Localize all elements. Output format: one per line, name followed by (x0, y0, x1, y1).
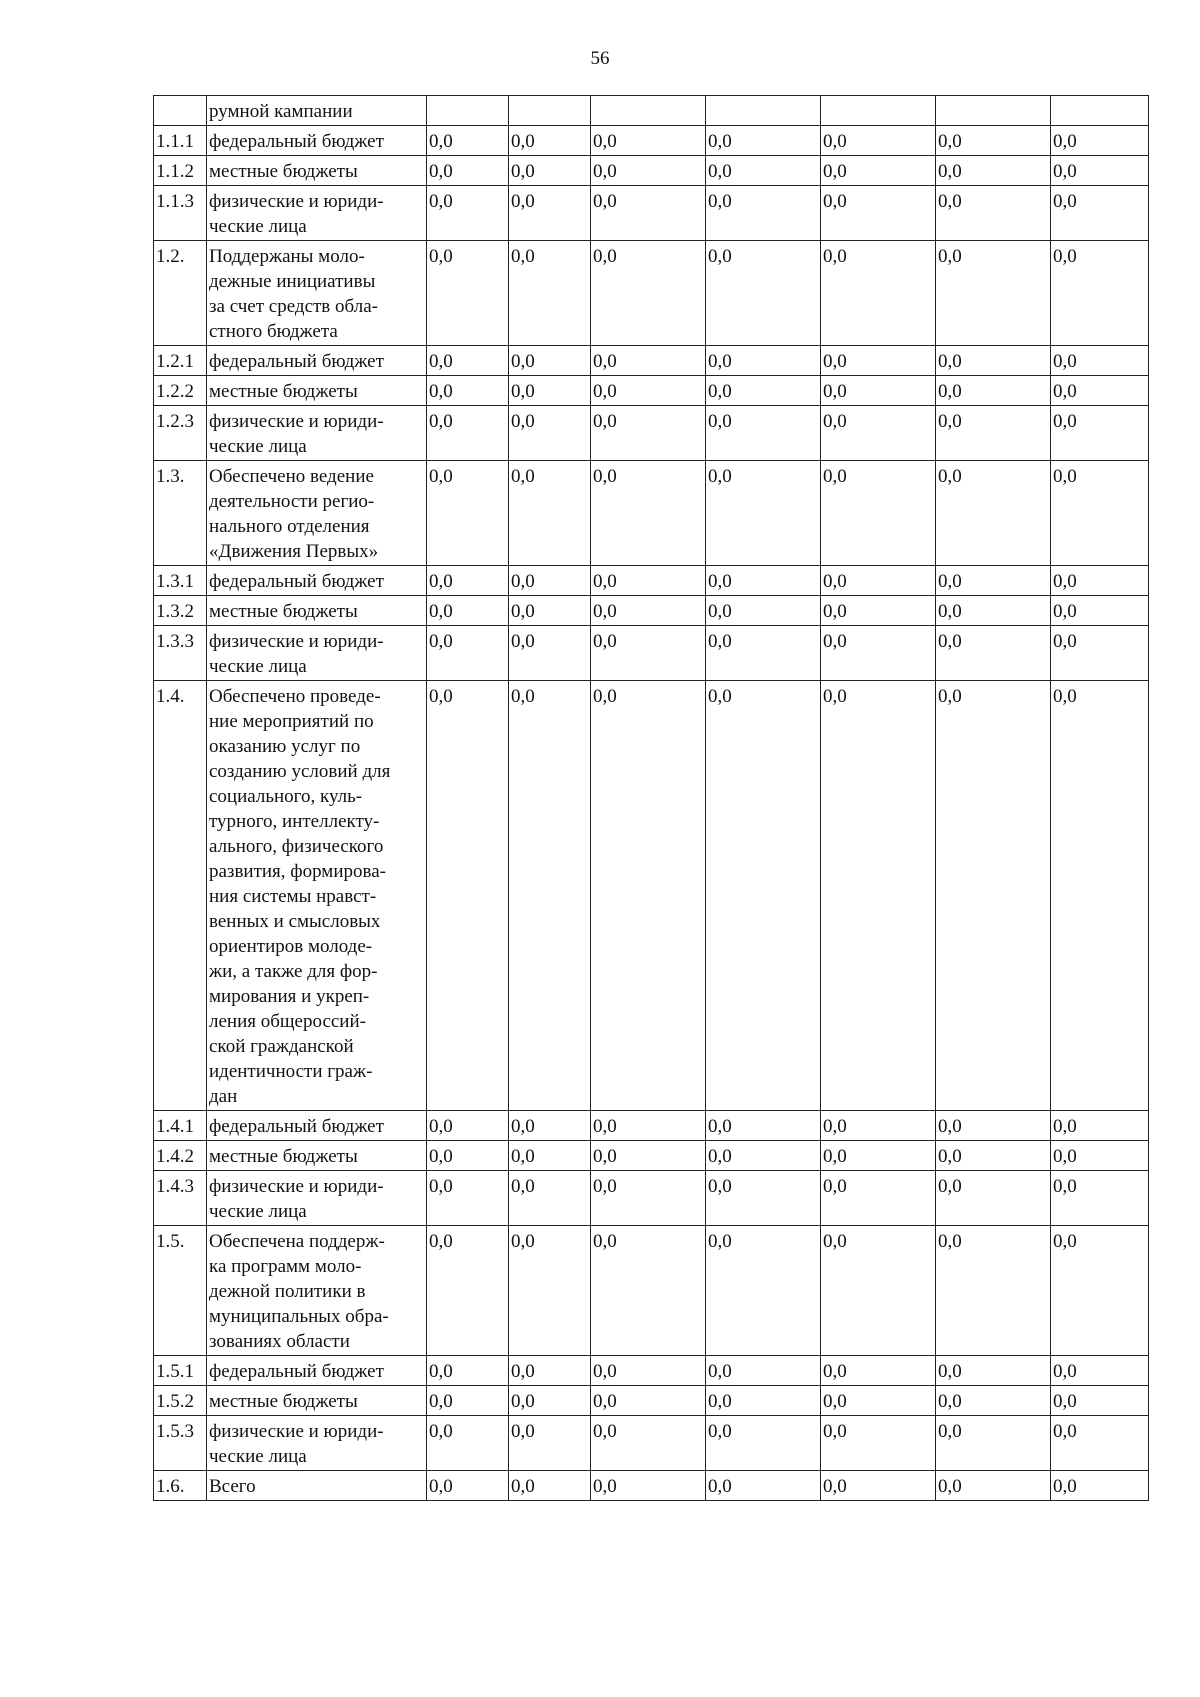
row-value-5: 0,0 (821, 596, 936, 626)
row-value-7: 0,0 (1051, 1141, 1149, 1171)
row-value-2: 0,0 (509, 1416, 591, 1471)
table-row (154, 96, 1149, 126)
row-value-1: 0,0 (427, 1471, 509, 1501)
row-number: 1.5.1 (154, 1356, 207, 1386)
row-number: 1.3.2 (154, 596, 207, 626)
row-number: 1.6. (154, 1471, 207, 1501)
row-value-4: 0,0 (706, 626, 821, 681)
row-value-3: 0,0 (591, 241, 706, 346)
row-name: физические и юриди- ческие лица (207, 1171, 427, 1226)
table-row (154, 1416, 1149, 1471)
row-value-3: 0,0 (591, 156, 706, 186)
row-value-1 (427, 96, 509, 126)
row-name: местные бюджеты (207, 376, 427, 406)
row-name: федеральный бюджет (207, 346, 427, 376)
row-value-5: 0,0 (821, 126, 936, 156)
row-value-3: 0,0 (591, 1141, 706, 1171)
row-value-5: 0,0 (821, 1226, 936, 1356)
row-value-3: 0,0 (591, 1111, 706, 1141)
row-value-3: 0,0 (591, 346, 706, 376)
row-value-3: 0,0 (591, 126, 706, 156)
table-row (154, 1356, 1149, 1386)
row-value-6: 0,0 (936, 1386, 1051, 1416)
row-value-7 (1051, 96, 1149, 126)
row-name: федеральный бюджет (207, 566, 427, 596)
row-value-7: 0,0 (1051, 346, 1149, 376)
row-value-4: 0,0 (706, 1111, 821, 1141)
row-value-3: 0,0 (591, 1356, 706, 1386)
row-number: 1.4.1 (154, 1111, 207, 1141)
row-value-4 (706, 96, 821, 126)
row-value-2: 0,0 (509, 1471, 591, 1501)
row-value-5: 0,0 (821, 156, 936, 186)
row-value-1: 0,0 (427, 681, 509, 1111)
table-row (154, 241, 1149, 346)
row-value-5: 0,0 (821, 186, 936, 241)
row-name: Обеспечено ведение деятельности регио- нального отделения «Движения Первых» (207, 461, 427, 566)
table-row (154, 1171, 1149, 1226)
row-name: румной кампании (207, 96, 427, 126)
row-value-5: 0,0 (821, 1386, 936, 1416)
row-name: Поддержаны моло- дежные инициативы за счет средств обла- стного бюджета (207, 241, 427, 346)
row-number: 1.3. (154, 461, 207, 566)
row-value-6: 0,0 (936, 1356, 1051, 1386)
row-number: 1.5.3 (154, 1416, 207, 1471)
row-value-3: 0,0 (591, 1416, 706, 1471)
row-value-5 (821, 96, 936, 126)
table-row (154, 461, 1149, 566)
row-value-6: 0,0 (936, 241, 1051, 346)
row-value-2: 0,0 (509, 406, 591, 461)
row-value-1: 0,0 (427, 126, 509, 156)
row-number: 1.2.1 (154, 346, 207, 376)
row-value-2: 0,0 (509, 461, 591, 566)
row-value-6: 0,0 (936, 186, 1051, 241)
row-value-7: 0,0 (1051, 1416, 1149, 1471)
row-number: 1.1.3 (154, 186, 207, 241)
row-value-4: 0,0 (706, 126, 821, 156)
row-value-6: 0,0 (936, 1111, 1051, 1141)
row-value-6: 0,0 (936, 1171, 1051, 1226)
row-value-5: 0,0 (821, 346, 936, 376)
row-value-4: 0,0 (706, 376, 821, 406)
table-row (154, 156, 1149, 186)
row-value-6: 0,0 (936, 1226, 1051, 1356)
row-value-7: 0,0 (1051, 596, 1149, 626)
row-value-5: 0,0 (821, 1416, 936, 1471)
table-row (154, 346, 1149, 376)
row-value-2: 0,0 (509, 681, 591, 1111)
row-value-7: 0,0 (1051, 156, 1149, 186)
table-row (154, 566, 1149, 596)
row-value-4: 0,0 (706, 1171, 821, 1226)
row-number: 1.2.3 (154, 406, 207, 461)
row-value-5: 0,0 (821, 1141, 936, 1171)
row-number: 1.1.2 (154, 156, 207, 186)
table-row (154, 406, 1149, 461)
table-row (154, 681, 1149, 1111)
row-name: местные бюджеты (207, 1141, 427, 1171)
row-value-4: 0,0 (706, 241, 821, 346)
row-number: 1.2. (154, 241, 207, 346)
row-name: местные бюджеты (207, 596, 427, 626)
row-value-3: 0,0 (591, 596, 706, 626)
row-value-5: 0,0 (821, 1171, 936, 1226)
row-value-1: 0,0 (427, 1111, 509, 1141)
row-value-6: 0,0 (936, 406, 1051, 461)
row-value-5: 0,0 (821, 1356, 936, 1386)
table-row (154, 376, 1149, 406)
row-value-1: 0,0 (427, 241, 509, 346)
row-value-3: 0,0 (591, 681, 706, 1111)
row-value-6: 0,0 (936, 596, 1051, 626)
row-value-3 (591, 96, 706, 126)
row-value-4: 0,0 (706, 1386, 821, 1416)
row-value-4: 0,0 (706, 1416, 821, 1471)
row-value-5: 0,0 (821, 461, 936, 566)
row-value-5: 0,0 (821, 566, 936, 596)
row-value-2: 0,0 (509, 346, 591, 376)
row-value-1: 0,0 (427, 186, 509, 241)
row-value-6: 0,0 (936, 156, 1051, 186)
row-value-4: 0,0 (706, 1356, 821, 1386)
row-value-7: 0,0 (1051, 241, 1149, 346)
row-value-6: 0,0 (936, 566, 1051, 596)
row-value-6: 0,0 (936, 1141, 1051, 1171)
row-value-5: 0,0 (821, 376, 936, 406)
row-value-2: 0,0 (509, 566, 591, 596)
row-value-7: 0,0 (1051, 376, 1149, 406)
row-value-1: 0,0 (427, 346, 509, 376)
row-value-7: 0,0 (1051, 186, 1149, 241)
row-value-1: 0,0 (427, 406, 509, 461)
row-value-3: 0,0 (591, 1226, 706, 1356)
table-row (154, 1471, 1149, 1501)
row-number: 1.2.2 (154, 376, 207, 406)
row-value-6: 0,0 (936, 681, 1051, 1111)
row-value-3: 0,0 (591, 406, 706, 461)
row-name: Обеспечено проведе- ние мероприятий по оказанию услуг по созданию условий для социального, куль- турного, интеллекту- ального, физического развития, формирова- ния системы нравст- венных и смысловых ориентиров молоде- жи, а также для фор- мирования и укреп- ления общероссий- ской гражданской идентичности граж- дан (207, 681, 427, 1111)
row-name: физические и юриди- ческие лица (207, 186, 427, 241)
row-value-4: 0,0 (706, 461, 821, 566)
row-name: Всего (207, 1471, 427, 1501)
row-name: физические и юриди- ческие лица (207, 1416, 427, 1471)
table-row (154, 1111, 1149, 1141)
row-value-3: 0,0 (591, 566, 706, 596)
table-row (154, 126, 1149, 156)
row-value-2: 0,0 (509, 1171, 591, 1226)
row-value-4: 0,0 (706, 1141, 821, 1171)
row-value-6: 0,0 (936, 1471, 1051, 1501)
row-number: 1.4.2 (154, 1141, 207, 1171)
row-value-1: 0,0 (427, 566, 509, 596)
row-value-6: 0,0 (936, 461, 1051, 566)
row-name: федеральный бюджет (207, 126, 427, 156)
row-name: физические и юриди- ческие лица (207, 406, 427, 461)
row-value-4: 0,0 (706, 156, 821, 186)
table-row (154, 1141, 1149, 1171)
row-number (154, 96, 207, 126)
row-value-1: 0,0 (427, 1356, 509, 1386)
row-value-7: 0,0 (1051, 1356, 1149, 1386)
row-value-3: 0,0 (591, 1386, 706, 1416)
row-value-1: 0,0 (427, 1386, 509, 1416)
row-value-2: 0,0 (509, 1356, 591, 1386)
row-value-5: 0,0 (821, 681, 936, 1111)
row-value-6: 0,0 (936, 1416, 1051, 1471)
row-value-2: 0,0 (509, 626, 591, 681)
row-value-2: 0,0 (509, 1226, 591, 1356)
row-name: федеральный бюджет (207, 1111, 427, 1141)
row-value-2: 0,0 (509, 1141, 591, 1171)
row-value-4: 0,0 (706, 346, 821, 376)
row-value-7: 0,0 (1051, 566, 1149, 596)
row-value-5: 0,0 (821, 1111, 936, 1141)
row-value-1: 0,0 (427, 1226, 509, 1356)
row-value-1: 0,0 (427, 156, 509, 186)
row-value-7: 0,0 (1051, 1226, 1149, 1356)
row-value-2: 0,0 (509, 126, 591, 156)
row-value-1: 0,0 (427, 596, 509, 626)
row-value-7: 0,0 (1051, 461, 1149, 566)
row-value-4: 0,0 (706, 1471, 821, 1501)
row-value-1: 0,0 (427, 1171, 509, 1226)
row-value-5: 0,0 (821, 626, 936, 681)
row-number: 1.3.3 (154, 626, 207, 681)
budget-table (153, 95, 1149, 1501)
row-value-2 (509, 96, 591, 126)
row-name: местные бюджеты (207, 156, 427, 186)
row-value-4: 0,0 (706, 1226, 821, 1356)
row-value-4: 0,0 (706, 406, 821, 461)
row-value-1: 0,0 (427, 1141, 509, 1171)
row-value-4: 0,0 (706, 566, 821, 596)
row-value-4: 0,0 (706, 186, 821, 241)
row-value-6 (936, 96, 1051, 126)
row-value-5: 0,0 (821, 241, 936, 346)
row-value-7: 0,0 (1051, 626, 1149, 681)
row-number: 1.5. (154, 1226, 207, 1356)
row-value-1: 0,0 (427, 376, 509, 406)
row-value-3: 0,0 (591, 1471, 706, 1501)
row-number: 1.3.1 (154, 566, 207, 596)
row-value-2: 0,0 (509, 376, 591, 406)
row-value-6: 0,0 (936, 346, 1051, 376)
row-value-7: 0,0 (1051, 681, 1149, 1111)
row-name: федеральный бюджет (207, 1356, 427, 1386)
row-value-3: 0,0 (591, 186, 706, 241)
row-number: 1.5.2 (154, 1386, 207, 1416)
row-value-2: 0,0 (509, 1111, 591, 1141)
row-value-3: 0,0 (591, 1171, 706, 1226)
row-value-2: 0,0 (509, 186, 591, 241)
row-value-6: 0,0 (936, 376, 1051, 406)
row-value-7: 0,0 (1051, 126, 1149, 156)
row-value-2: 0,0 (509, 241, 591, 346)
table-row (154, 596, 1149, 626)
row-value-2: 0,0 (509, 156, 591, 186)
table-row (154, 186, 1149, 241)
row-value-2: 0,0 (509, 596, 591, 626)
row-value-4: 0,0 (706, 681, 821, 1111)
row-value-2: 0,0 (509, 1386, 591, 1416)
row-value-3: 0,0 (591, 376, 706, 406)
row-name: физические и юриди- ческие лица (207, 626, 427, 681)
row-value-1: 0,0 (427, 626, 509, 681)
row-value-1: 0,0 (427, 1416, 509, 1471)
row-value-6: 0,0 (936, 626, 1051, 681)
row-number: 1.4.3 (154, 1171, 207, 1226)
page-number: 56 (590, 48, 610, 69)
row-value-7: 0,0 (1051, 1111, 1149, 1141)
row-value-7: 0,0 (1051, 1471, 1149, 1501)
table-body (154, 96, 1149, 1501)
row-name: местные бюджеты (207, 1386, 427, 1416)
row-value-4: 0,0 (706, 596, 821, 626)
row-value-7: 0,0 (1051, 1386, 1149, 1416)
row-number: 1.4. (154, 681, 207, 1111)
row-value-3: 0,0 (591, 626, 706, 681)
row-value-7: 0,0 (1051, 406, 1149, 461)
row-value-5: 0,0 (821, 406, 936, 461)
row-number: 1.1.1 (154, 126, 207, 156)
row-value-7: 0,0 (1051, 1171, 1149, 1226)
table-row (154, 626, 1149, 681)
table-row (154, 1386, 1149, 1416)
row-value-6: 0,0 (936, 126, 1051, 156)
row-value-1: 0,0 (427, 461, 509, 566)
table-row (154, 1226, 1149, 1356)
row-name: Обеспечена поддерж- ка программ моло- дежной политики в муниципальных обра- зованиях области (207, 1226, 427, 1356)
row-value-5: 0,0 (821, 1471, 936, 1501)
row-value-3: 0,0 (591, 461, 706, 566)
